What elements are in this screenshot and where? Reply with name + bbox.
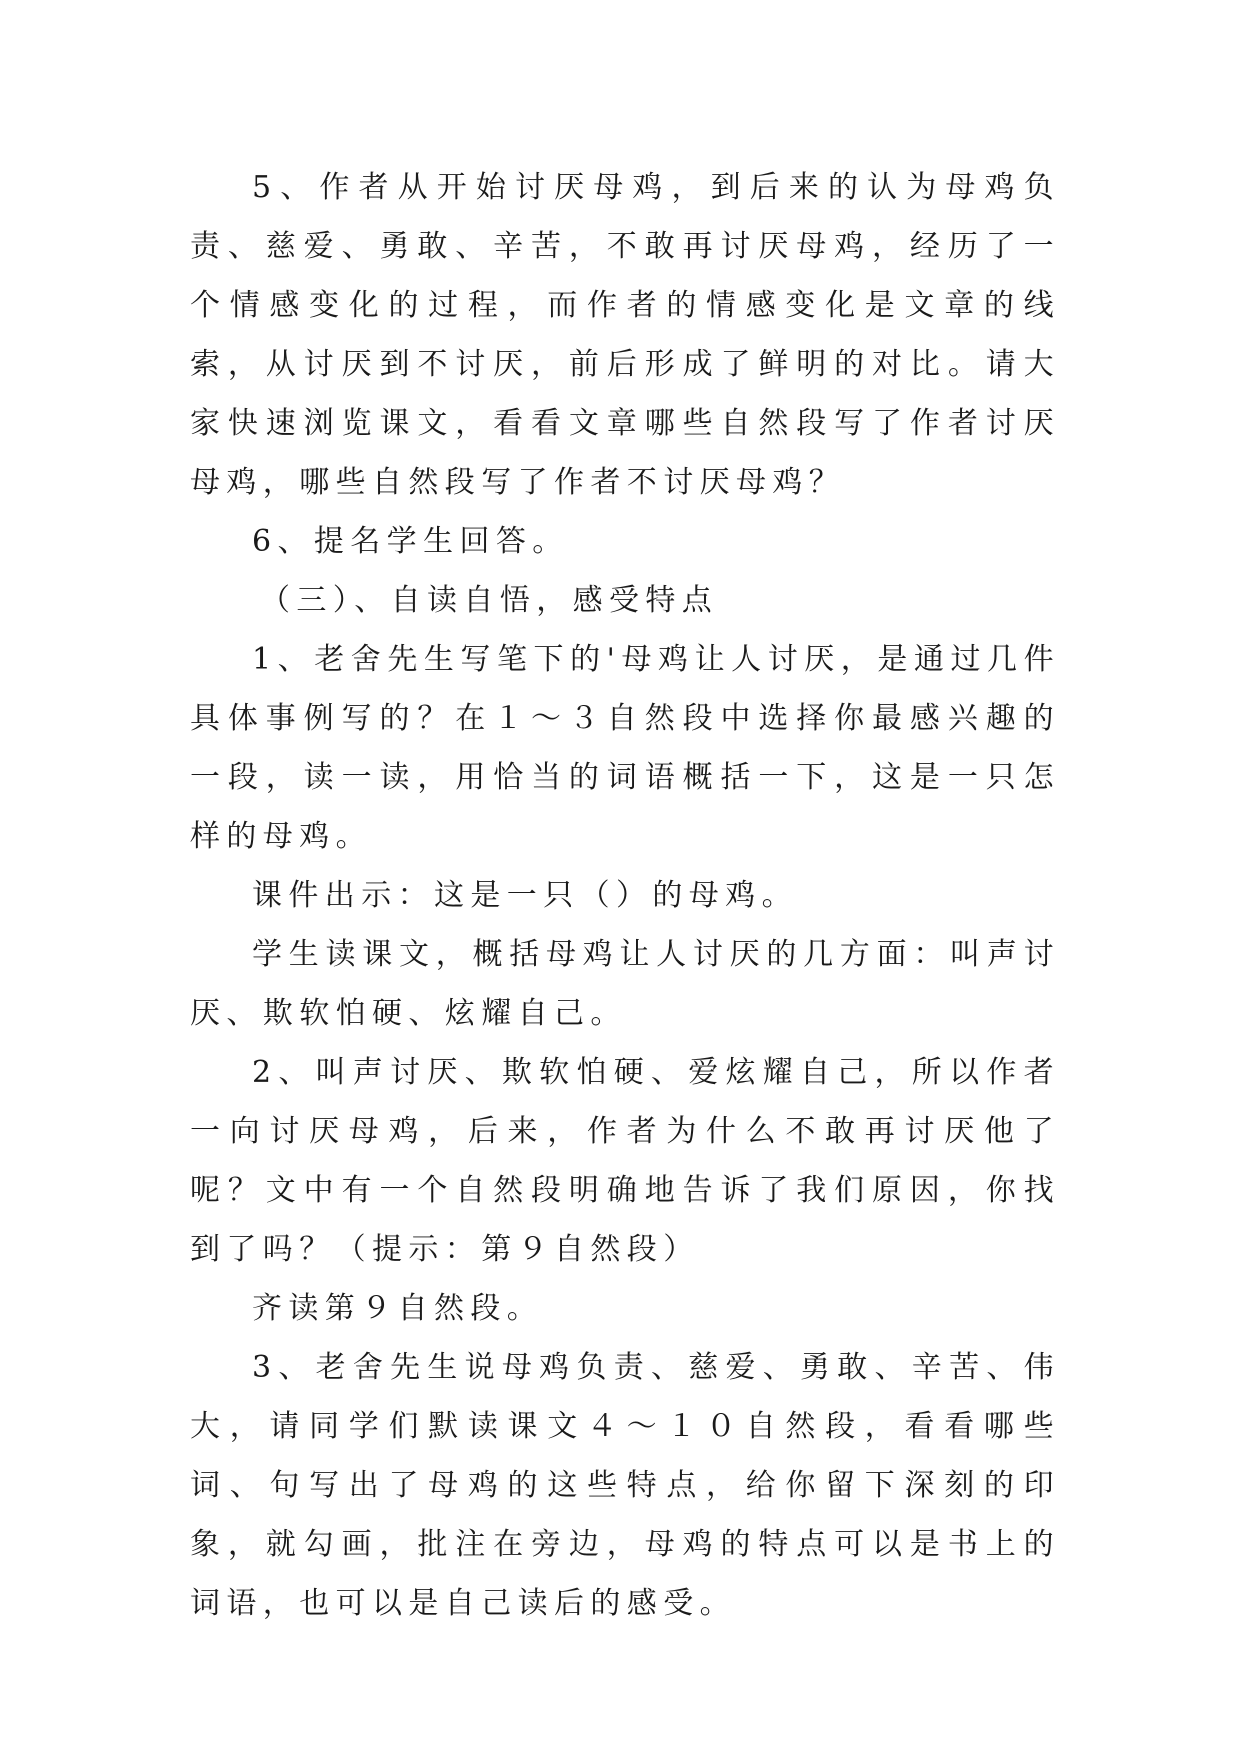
paragraph-question-3: 3、老舍先生说母鸡负责、慈爱、勇敢、辛苦、伟大，请同学们默读课文４～１０自然段，看看哪些词、句写出了母鸡的这些特点，给你留下深刻的印象，就勾画，批注在旁边，母鸡的特点可以是书上的词语，也可以是自己读后的感受。 <box>190 1350 1060 1621</box>
paragraph-read-aloud: 齐读第９自然段。 <box>252 1291 544 1326</box>
paragraph-step-5: 5、作者从开始讨厌母鸡，到后来的认为母鸡负责、慈爱、勇敢、辛苦，不敢再讨厌母鸡，经历了一个情感变化的过程，而作者的情感变化是文章的线索，从讨厌到不讨厌，前后形成了鲜明的对比。请大家快速浏览课文，看看文章哪些自然段写了作者讨厌母鸡，哪些自然段写了作者不讨厌母鸡？ <box>190 170 1060 500</box>
paragraph-step-6: 6、提名学生回答。 <box>252 524 569 559</box>
section-heading: （三）、自读自悟，感受特点 <box>260 583 719 618</box>
paragraph-student-summary: 学生读课文，概括母鸡让人讨厌的几方面：叫声讨厌、欺软怕硬、炫耀自己。 <box>190 937 1060 1031</box>
paragraph-slide-prompt: 课件出示：这是一只（）的母鸡。 <box>252 878 798 913</box>
document-body <box>190 158 1060 1633</box>
paragraph-question-1: 1、老舍先生写笔下的'母鸡让人讨厌，是通过几件具体事例写的？在１～３自然段中选择你最感兴趣的一段，读一读，用恰当的词语概括一下，这是一只怎样的母鸡。 <box>190 642 1060 854</box>
paragraph-question-2: 2、叫声讨厌、欺软怕硬、爱炫耀自己，所以作者一向讨厌母鸡，后来，作者为什么不敢再讨厌他了呢？文中有一个自然段明确地告诉了我们原因，你找到了吗？（提示：第９自然段） <box>190 1055 1060 1267</box>
